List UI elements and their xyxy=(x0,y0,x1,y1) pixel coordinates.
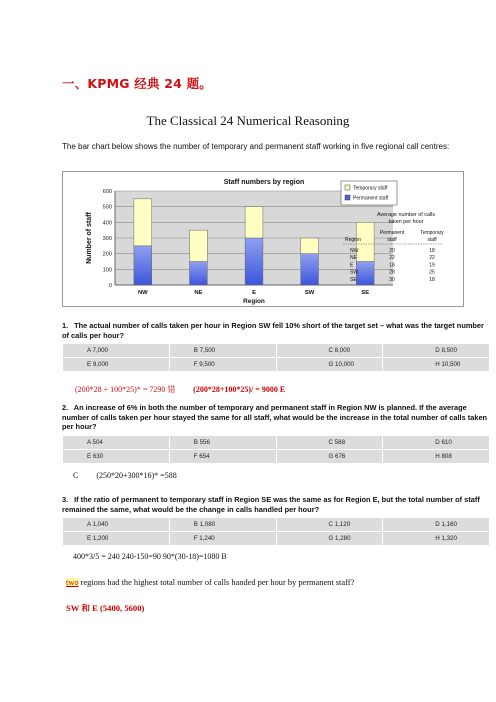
answer-q2 xyxy=(73,471,177,480)
chart-panel xyxy=(62,171,464,307)
option[interactable]: H 10,500 xyxy=(383,358,490,372)
calls-table-header: staff xyxy=(427,237,437,243)
y-tick-label: 200 xyxy=(102,251,112,258)
bar-temporary xyxy=(245,207,263,238)
legend-label: Permanent staff xyxy=(353,195,389,202)
bar-temporary xyxy=(190,230,208,261)
question-number: 2. xyxy=(62,403,69,412)
option[interactable]: C 588 xyxy=(276,436,383,450)
option[interactable]: H 1,320 xyxy=(383,532,490,546)
bar-permanent xyxy=(356,262,374,286)
option[interactable]: E 1,200 xyxy=(63,532,170,546)
calls-table-cell: 22 xyxy=(389,255,395,262)
calls-table-cell: SW xyxy=(350,269,359,276)
option[interactable]: A 504 xyxy=(63,436,170,450)
option[interactable]: F 1,240 xyxy=(169,532,276,546)
legend-label: Temporary staff xyxy=(353,185,388,192)
calls-table-caption-line1: Average number of calls xyxy=(376,212,436,218)
option[interactable]: H 808 xyxy=(383,450,490,464)
calls-table-cell: 18 xyxy=(429,248,435,254)
calls-table-cell: NW xyxy=(350,248,359,254)
bar-permanent xyxy=(190,262,208,286)
question-text: If the ratio of permanent to temporary staff in Region SE was the same as for Region E, but the total number of staff remained the same, what would be the change in calls handled per hour? xyxy=(62,495,480,514)
answer-text: (200*28 + 100*25)* = 7290 错 xyxy=(75,385,176,394)
x-tick-label: NW xyxy=(137,290,148,296)
question-2 xyxy=(62,403,490,432)
bar-temporary xyxy=(301,238,319,254)
answer-q1 xyxy=(75,379,285,397)
option[interactable]: B 1,080 xyxy=(169,518,276,532)
question-text: regions had the highest total number of calls handed per hour by permanent staff? xyxy=(78,578,355,587)
calls-table-cell: 20 xyxy=(389,248,395,254)
calls-table-cell: 25 xyxy=(429,269,435,276)
bar-permanent xyxy=(245,238,263,285)
question-number: 3. xyxy=(62,495,69,504)
option[interactable]: G 10,000 xyxy=(276,358,383,372)
chart-title: Staff numbers by region xyxy=(223,179,305,186)
y-tick-label: 400 xyxy=(102,220,112,227)
calls-table-cell: 22 xyxy=(429,255,435,262)
calls-table-cell: NE xyxy=(350,255,357,262)
options-q3 xyxy=(62,517,490,546)
answer-text: (200*28+100*25)/ = 9000 E xyxy=(193,385,286,394)
y-tick-label: 500 xyxy=(102,204,112,211)
option[interactable]: E 630 xyxy=(63,450,170,464)
calls-table-cell: 19 xyxy=(429,262,435,269)
bar-temporary xyxy=(134,199,152,246)
answer-q4: SW 和 E (5400, 5600) xyxy=(66,603,145,613)
y-tick-label: 0 xyxy=(108,283,112,289)
answer-text: (250*20+300*16)* =588 xyxy=(96,471,177,480)
calls-table-cell: SE xyxy=(350,276,357,283)
option[interactable]: E 9,000 xyxy=(63,358,170,372)
option[interactable]: F 654 xyxy=(169,450,276,464)
question-3 xyxy=(62,495,490,514)
option[interactable]: D 8,500 xyxy=(383,344,490,358)
option[interactable]: D 610 xyxy=(383,436,490,450)
calls-table-header: Permanent xyxy=(379,230,405,236)
legend-swatch-temporary xyxy=(345,185,350,190)
calls-table-header: Region xyxy=(345,237,361,243)
y-axis-label: Number of staff xyxy=(86,212,93,264)
section-heading: 一、KPMG 经典 24 题。 xyxy=(62,76,212,91)
x-tick-label: NE xyxy=(194,290,203,296)
calls-table-cell: 18 xyxy=(389,262,395,269)
intro-text: The bar chart below shows the number of temporary and permanent staff working in five regional call centres: xyxy=(62,142,450,151)
calls-table-header: Temporary xyxy=(420,230,444,236)
question-1 xyxy=(62,321,490,340)
y-tick-label: 300 xyxy=(102,236,112,242)
option[interactable]: G 1,280 xyxy=(276,532,383,546)
option[interactable]: A 1,040 xyxy=(63,518,170,532)
question-text: The actual number of calls taken per hour in Region SW fell 10% short of the target set – what was the target number of calls per hour? xyxy=(62,321,484,340)
options-q2 xyxy=(62,435,490,464)
option[interactable]: C 1,120 xyxy=(276,518,383,532)
option[interactable]: A 7,000 xyxy=(63,344,170,358)
y-tick-label: 100 xyxy=(102,267,112,274)
legend-swatch-permanent xyxy=(345,195,350,200)
option[interactable]: B 556 xyxy=(169,436,276,450)
answer-q3: 400*3/5 = 240 240-150=90 90*(30-18)=1080 B xyxy=(73,552,227,561)
calls-table-cell: 18 xyxy=(429,276,435,283)
question-4 xyxy=(66,577,466,589)
option[interactable]: B 7,500 xyxy=(169,344,276,358)
x-tick-label: SE xyxy=(361,290,370,296)
bar-permanent xyxy=(301,254,319,285)
question-text: An increase of 6% in both the number of temporary and permanent staff in Region NW is planned. If the average number of calls taken per hour stayed the same for all staff, what would be the increase in the total number of calls taken per hour? xyxy=(62,403,488,431)
highlighted-word: two xyxy=(66,578,79,587)
option[interactable]: C 8,000 xyxy=(276,344,383,358)
question-number: 1. xyxy=(62,321,69,330)
staff-bar-chart xyxy=(63,172,463,306)
x-tick-label: SW xyxy=(304,290,315,296)
answer-letter: C xyxy=(73,471,79,480)
calls-table-header: staff xyxy=(387,237,397,243)
option[interactable]: F 9,500 xyxy=(169,358,276,372)
calls-table-cell: 28 xyxy=(389,269,395,276)
calls-table-cell: 30 xyxy=(389,276,395,283)
document-title: The Classical 24 Numerical Reasoning xyxy=(146,113,350,128)
x-axis-label: Region xyxy=(243,298,265,305)
y-tick-label: 600 xyxy=(102,189,112,195)
options-q1 xyxy=(62,343,490,372)
option[interactable]: G 676 xyxy=(276,450,383,464)
bar-permanent xyxy=(134,246,152,285)
option[interactable]: D 1,160 xyxy=(383,518,490,532)
x-tick-label: E xyxy=(252,290,256,296)
calls-table-cell: E xyxy=(350,262,354,269)
calls-table-caption-line2: taken per hour xyxy=(388,219,424,225)
